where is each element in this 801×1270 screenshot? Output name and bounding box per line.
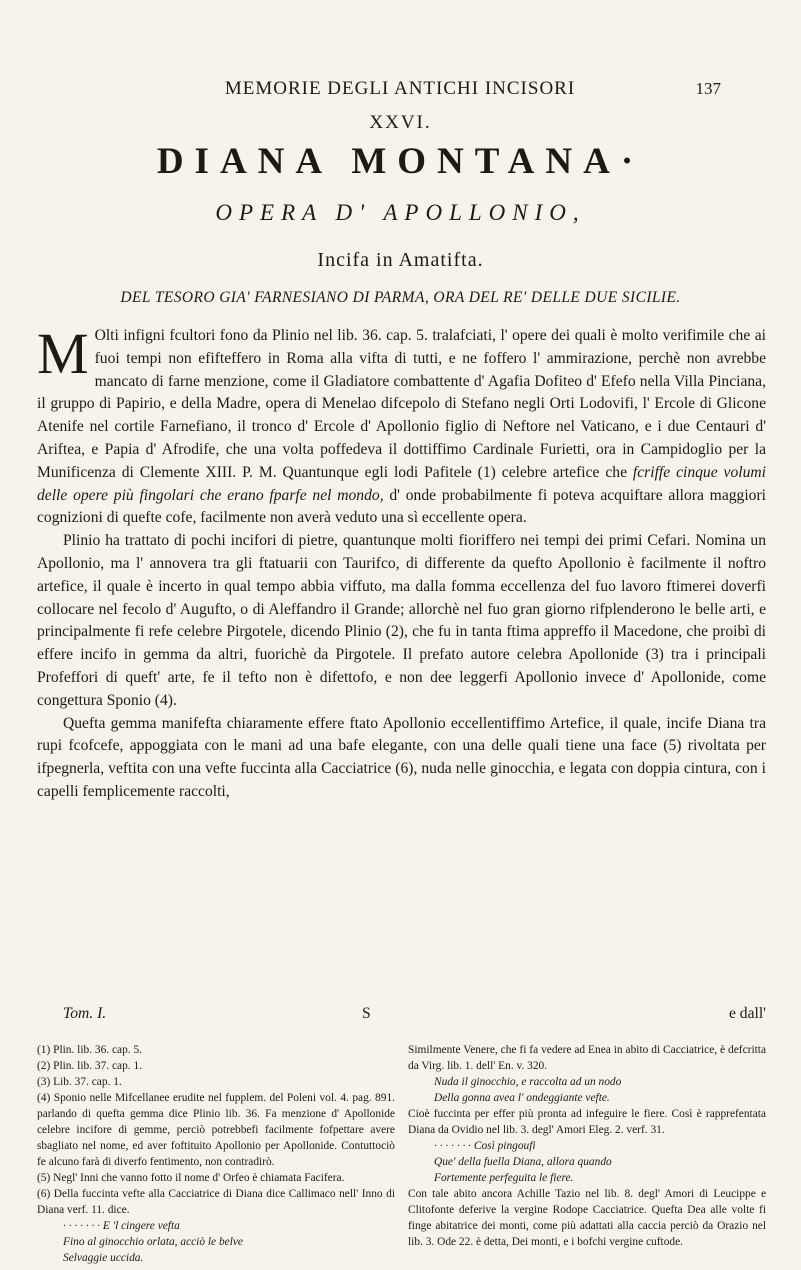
running-title: MEMORIE DEGLI ANTICHI INCISORI [224, 78, 576, 99]
footnote-verse: Della gonna avea l' ondeggiante vefte. [434, 1092, 610, 1104]
footnote-verse: · · · · · · · Così pingoufi [434, 1140, 536, 1152]
paragraph-1 [37, 321, 767, 530]
footnote: (5) Negl' Inni che vanno fotto il nome d' Orfeo è chiamata Facifera. [37, 1172, 345, 1184]
footnote: (4) Sponio nelle Mifcellanee erudite nel fupplem. del Poleni vol. 4. pag. 891. parlando di quefta gemma dice Plinio lib. 36. Fa menzione d' Apollonide celebre incifore di gemme, perciò potrebbefi facilmente fofpettare avere sbagliato nel nome, ed aver foftituito Apollonio per Apollonide. Contuttociò fe alcuno farà di diverfo fentimento, non contradirò. [37, 1092, 395, 1168]
footnotes [37, 1042, 766, 1266]
section-number: XXVI. [369, 112, 432, 133]
footnote: (2) Plin. lib. 37. cap. 1. [37, 1060, 143, 1072]
footnote-verse: · · · · · · · E 'l cingere vefta [63, 1220, 180, 1232]
signature-mark: S [362, 1005, 371, 1022]
page-number: 137 [695, 79, 721, 98]
footnote: (1) Plin. lib. 36. cap. 5. [37, 1044, 143, 1056]
footnote: Similmente Venere, che fi fa vedere ad Enea in abito di Cacciatrice, è defcritta da Virg. lib. 1. dell' En. v. 320. [408, 1044, 766, 1072]
footnotes-right-column [408, 1042, 766, 1266]
volume-mark: Tom. I. [63, 1005, 107, 1022]
body-text [37, 321, 767, 804]
footnotes-left-column [37, 1042, 395, 1266]
paragraph-2: Plinio ha trattato di pochi incifori di pietre, quantunque molti fioriffero nei tempi dei primi Cefari. Nomina un Apollonio, ma l' annovera tra gli ftatuarii con Taurifco, di differente da quefto Apollonio è facilmente il noftro artefice, il quale è incerto in qual tempo abbia viffuto, ma dalla fomma eccellenza del fuo lavoro ftimerei doverfi collocare nel fecolo d' Augufto, o di Aleffandro il Grande; allorchè nel fuo gran giorno rifplenderono le belle arti, e principalmente fi refe celebre Pirgotele, dicendo Plinio (2), che fu in tanta ftima appreffo il Macedone, che proibì di effere incifo in gemma da altri, fuorichè da Pirgotele. Il prefato autore celebra Apollonide (3) tra i principali Profeffori di queft' arte, fe il tefto non è difettofo, e non dee leggerfi Apollonio invece d' Apollonide, come congettura Sponio (4). [37, 532, 766, 709]
provenance-line: DEL TESORO GIA' FARNESIANO DI PARMA, ORA DEL RE' DELLE DUE SICILIE. [120, 289, 681, 306]
paragraph-3: Quefta gemma manifefta chiaramente effere ftato Apollonio eccellentiffimo Artefice, il quale, incife Diana tra rupi fcofcefe, appoggiata con le mani ad una bafe elegante, con una delle quali tiene una face (5) rivoltata per ifpegnerla, veftita con una vefte fuccinta alla Cacciatrice (6), nuda nelle ginocchia, e legata con doppia cintura, con i capelli femplicemente raccolti, [37, 714, 766, 800]
catchword: e dall' [728, 1005, 766, 1022]
footnote: (6) Della fuccinta vefte alla Cacciatrice di Diana dice Callimaco nell' Inno di Diana verf. 11. dice. [37, 1188, 395, 1216]
main-title: DIANA MONTANA· [156, 141, 645, 182]
footnote-verse: Que' della fuella Diana, allora quando [434, 1156, 612, 1168]
paragraph-1-text: Olti infigni fcultori fono da Plinio nel lib. 36. cap. 5. tralafciati, l' opere dei quali è molto verifimile che ai fuoi tempi non efifteffero in Roma alla vifta di tutti, e ne foffero l' ammirazione, perchè non avrebbe mancato di farne menzione, come il Gladiatore combattente d' Agafia Dofiteo d' Efefo nella Villa Pinciana, il gruppo di Papirio, e della Madre, opera di Menelao difcepolo di Stefano negli Orti Lodovifi, l' Ercole di Glicone Atenife nel cortile Farnefiano, il tronco d' Ercole d' Apollonio figlio di Neftore nel Vaticano, e i due Centauri d' Ariftea, e Papia d' Afrodife, che una volta poffedeva il dottiffimo Cardinale Furietti, ora in Campidoglio per la Munificenza di Clemente XIII. P. M. Quantunque egli lodi Pafitele (1) celebre artefice che [37, 327, 766, 481]
footnote-verse: Selvaggie uccida. [63, 1252, 144, 1264]
paragraph-1-italic: fcriffe cinque volumi delle opere più fingolari che erano fparfe nel mondo, [37, 463, 767, 504]
footnote-verse: Nuda il ginocchio, e raccolta ad un nodo [434, 1076, 622, 1088]
footnote-verse: Fino al ginocchio orlata, acciò le belve [63, 1236, 243, 1248]
drop-cap: M [37, 321, 89, 386]
subtitle: OPERA D' APOLLONIO, [215, 200, 586, 225]
footnote: Cioè fuccinta per effer più pronta ad infeguire le fiere. Così è rapprefentata Diana da Ovidio nel lib. 3. degl' Amori Eleg. 2. verf. 31. [408, 1108, 766, 1136]
paragraph-1-end: d' onde probabilmente fi poteva acquiftare allora maggiori cognizioni di quefte cofe, facilmente non averà veduto una sì eccellente opera. [37, 486, 766, 527]
footnote-verse: Fortemente perfeguita le fiere. [434, 1172, 574, 1184]
footnote: Con tale abito ancora Achille Tazio nel lib. 8. degl' Amori di Leucippe e Clitofonte deferive la vergine Rodope Cacciatrice. Quefta Dea alle volte fi finge abitatrice dei monti, come più adattati alla caccia perciò da Orazio nel lib. 3. Ode 22. è detta, Dei monti, e i bofchi vergine cuftode. [408, 1188, 766, 1248]
footnote: (3) Lib. 37. cap. 1. [37, 1076, 122, 1088]
material-line: Incifa in Amatifta. [317, 249, 484, 271]
